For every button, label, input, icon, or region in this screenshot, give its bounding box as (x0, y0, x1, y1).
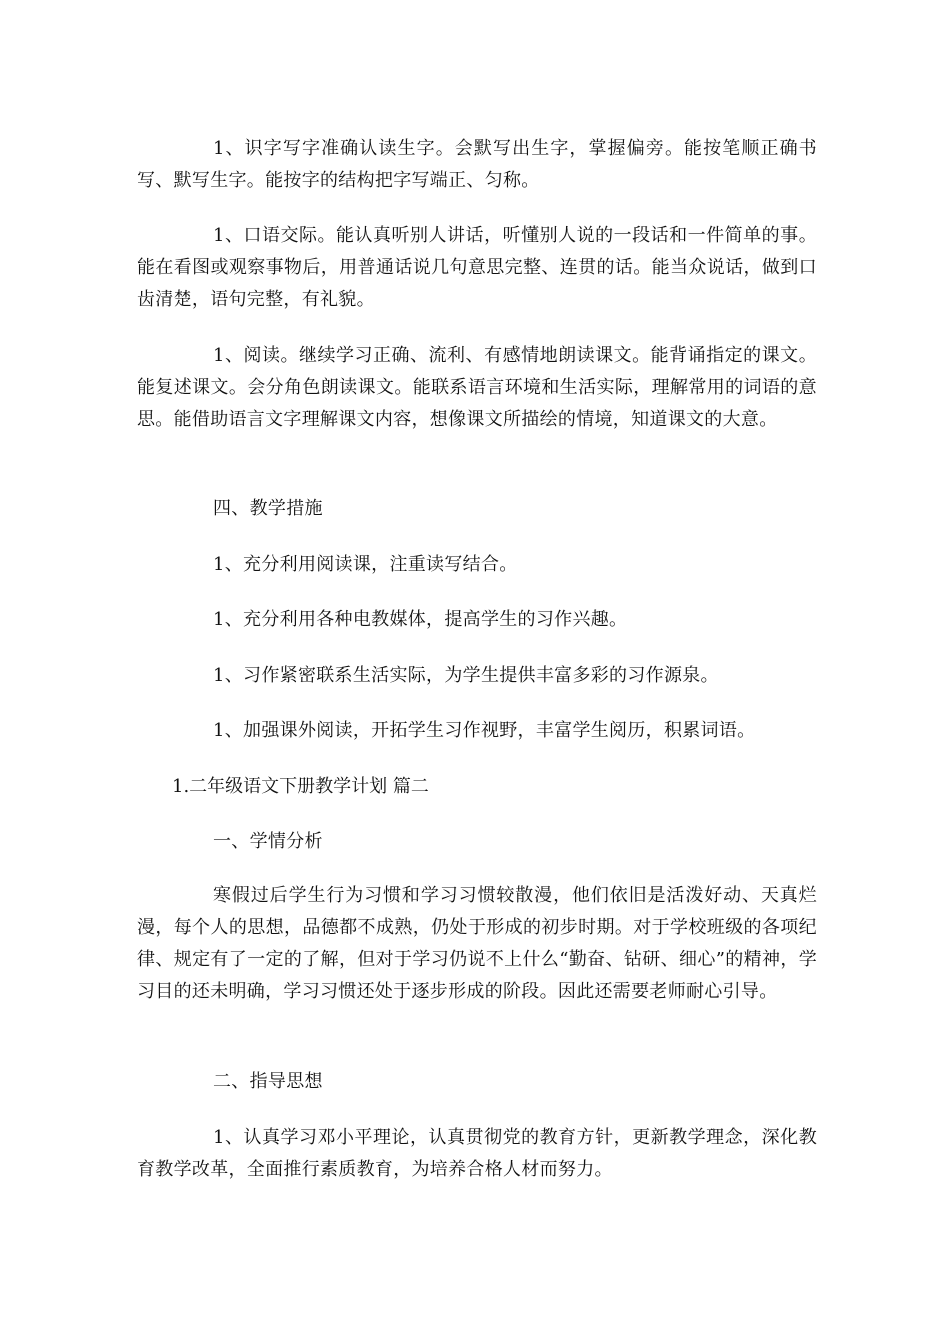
paragraph-measure-2: 1、充分利用各种电教媒体，提高学生的习作兴趣。 (213, 609, 628, 630)
paragraph-measure-3: 1、习作紧密联系生活实际，为学生提供丰富多彩的习作源泉。 (213, 665, 719, 686)
paragraph-student-analysis: 寒假过后学生行为习惯和学习习惯较散漫，他们依旧是活泼好动、天真烂漫，每个人的思想，品德都不成熟，仍处于形成的初步时期。对于学校班级的各项纪律、规定有了一定的了解，但对于学习仍说不上什么“勤奋、钻研、细心”的精神，学习目的还未明确，学习习惯还处于逐步形成的阶段。因此还需要老师耐心引导。 (137, 885, 817, 1002)
paragraph-oral-communication: 1、口语交际。能认真听别人讲话，听懂别人说的一段话和一件简单的事。能在看图或观察事物后，用普通话说几句意思完整、连贯的话。能当众说话，做到口齿清楚，语句完整，有礼貌。 (137, 225, 817, 310)
paragraph-measure-1: 1、充分利用阅读课，注重读写结合。 (213, 554, 518, 575)
heading-teaching-measures: 四、教学措施 (213, 498, 323, 519)
paragraph-reading: 1、阅读。继续学习正确、流利、有感情地朗读课文。能背诵指定的课文。能复述课文。会分角色朗读课文。能联系语言环境和生活实际，理解常用的词语的意思。能借助语言文字理解课文内容，想像课文所描绘的情境，知道课文的大意。 (137, 345, 817, 430)
heading-student-analysis: 一、学情分析 (213, 831, 323, 852)
heading-guiding-ideology: 二、指导思想 (213, 1071, 323, 1092)
paragraph-guiding-ideology: 1、认真学习邓小平理论，认真贯彻党的教育方针，更新教学理念，深化教育教学改革，全面推行素质教育，为培养合格人材而努力。 (137, 1127, 817, 1180)
section-title-part-two: 1.二年级语文下册教学计划 篇二 (172, 776, 429, 797)
paragraph-measure-4: 1、加强课外阅读，开拓学生习作视野，丰富学生阅历，积累词语。 (213, 720, 756, 741)
paragraph-literacy: 1、识字写字准确认读生字。会默写出生字，掌握偏旁。能按笔顺正确书写、默写生字。能按字的结构把字写端正、匀称。 (137, 138, 817, 191)
